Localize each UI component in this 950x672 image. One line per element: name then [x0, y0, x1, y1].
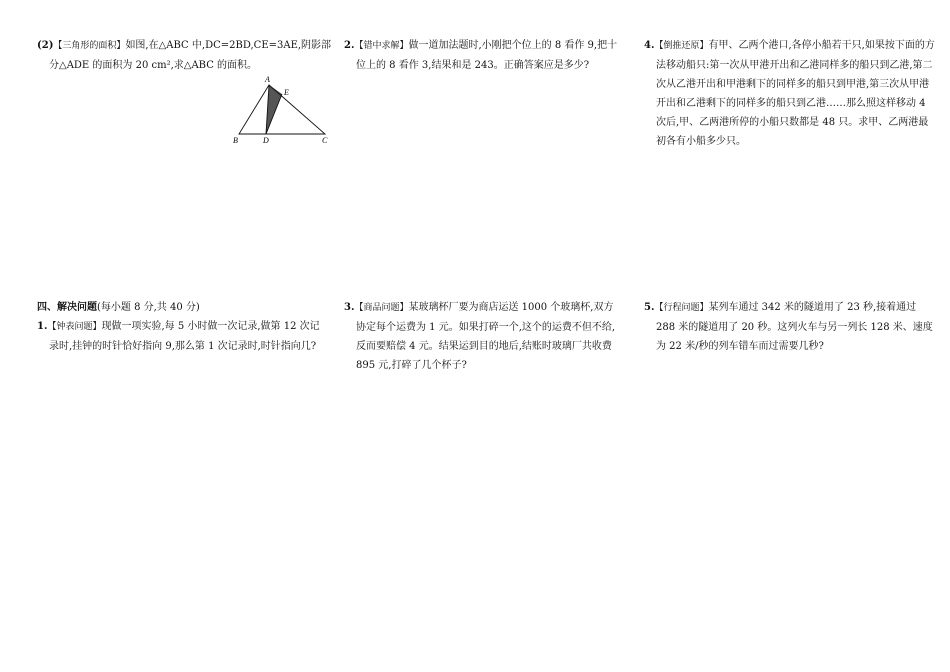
question-travel: [644, 298, 938, 356]
question-text: 如图,在△ABC 中,DC=2BD,CE=3AE,阴影部分△ADE 的面积为 20 cm²,求△ABC 的面积。: [49, 40, 332, 71]
question-number: 4.: [644, 40, 655, 51]
question-reverse-reasoning: [644, 36, 938, 151]
question-number: 2.: [344, 40, 355, 51]
label-a: A: [265, 75, 270, 84]
question-number: 5.: [644, 302, 655, 313]
triangle-lines: [239, 85, 325, 134]
question-number: 3.: [344, 302, 355, 313]
section-heading: [37, 298, 327, 317]
question-tag: 【错中求解】: [354, 41, 409, 51]
question-tag: 【行程问题】: [654, 303, 709, 313]
question-tag: 【三角形的面积】: [53, 41, 126, 51]
question-text: 某列车通过 342 米的隧道用了 23 秒,接着通过 288 米的隧道用了 20 秒。这列火车与另一列长 128 米、速度为 22 米/秒的列车错车而过需要几秒?: [656, 302, 933, 352]
question-error-sum: [344, 36, 618, 75]
question-tag: 【商品问题】: [354, 303, 409, 313]
label-c: C: [322, 136, 328, 145]
question-goods: [344, 298, 618, 375]
question-tag: 【钟表问题】: [47, 322, 102, 332]
question-clock: [37, 317, 327, 356]
label-b: B: [233, 136, 238, 145]
section-title: 四、解决问题: [37, 302, 97, 313]
question-triangle-area: [37, 36, 339, 75]
question-number: 1.: [37, 321, 48, 332]
question-tag: 【倒推还原】: [654, 41, 709, 51]
question-number: (2): [37, 40, 54, 51]
question-text: 某玻璃杯厂要为商店运送 1000 个玻璃杯,双方协定每个运费为 1 元。如果打碎一个,这个的运费不但不给,反而要赔偿 4 元。结果运到目的地后,结账时玻璃厂共收费 895 元,打碎了几个杯子?: [356, 302, 616, 371]
question-text: 有甲、乙两个港口,各停小船若干只,如果按下面的方法移动船只:第一次从甲港开出和乙港同样多的船只到乙港,第二次从乙港开出和甲港剩下的同样多的船只到甲港,第三次从甲港开出和乙港剩下的同样多的船只到乙港……那么照这样移动 4 次后,甲、乙两港所停的小船只数都是 48 只。求甲、乙两港最初各有小船多少只。: [656, 40, 935, 147]
question-text: 现做一项实验,每 5 小时做一次记录,做第 12 次记录时,挂钟的时针恰好指向 9,那么第 1 次记录时,时针指向几?: [49, 321, 320, 352]
triangle-figure: [225, 72, 335, 146]
section-note: (每小题 8 分,共 40 分): [97, 302, 200, 313]
question-text: 做一道加法题时,小刚把个位上的 8 看作 9,把十位上的 8 看作 3,结果和是 243。正确答案应是多少?: [356, 40, 618, 71]
label-e: E: [284, 88, 289, 97]
label-d: D: [263, 136, 269, 145]
section-solve-problems: [37, 298, 327, 356]
